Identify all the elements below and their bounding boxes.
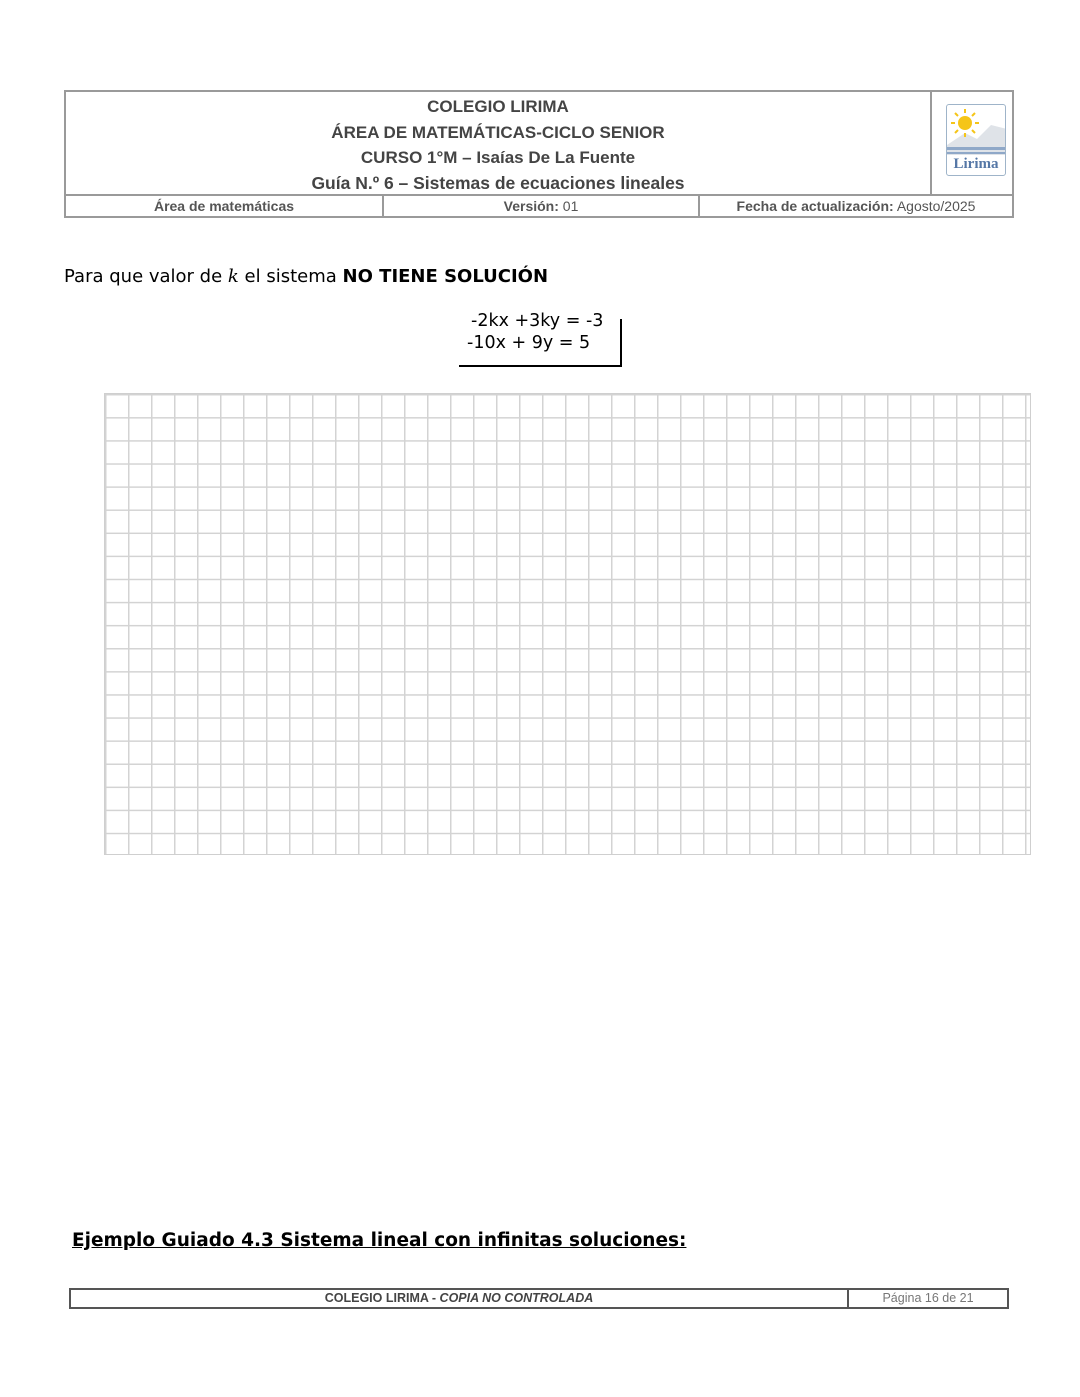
area-cycle: ÁREA DE MATEMÁTICAS-CICLO SENIOR bbox=[331, 122, 665, 142]
question-text bbox=[64, 266, 548, 287]
answer-grid bbox=[104, 393, 1031, 855]
question-middle: el sistema bbox=[238, 266, 343, 287]
equation-1: -2kx +3ky = -3 bbox=[471, 311, 604, 331]
system-bracket-bottom bbox=[459, 365, 622, 367]
page-number: Página 16 de 21 bbox=[882, 1291, 974, 1305]
equation-2: -10x + 9y = 5 bbox=[467, 333, 591, 353]
school-logo bbox=[946, 104, 1006, 176]
question-emphasis: NO TIENE SOLUCIÓN bbox=[342, 266, 549, 287]
course-line: CURSO 1°M – Isaías De La Fuente bbox=[360, 148, 636, 167]
version-label: Versión: bbox=[503, 198, 559, 214]
question-variable: k bbox=[227, 266, 239, 287]
version-value: 01 bbox=[562, 198, 579, 214]
document-footer bbox=[69, 1288, 1009, 1309]
system-bracket-right bbox=[620, 319, 622, 366]
document-header bbox=[64, 90, 1014, 218]
header-meta-row bbox=[66, 194, 1012, 216]
update-value: Agosto/2025 bbox=[896, 198, 976, 214]
guide-title: Guía N.º 6 – Sistemas de ecuaciones lineales bbox=[311, 172, 685, 193]
logo-text: Lirima bbox=[953, 156, 999, 172]
footer-left bbox=[71, 1290, 849, 1307]
version-cell bbox=[384, 196, 700, 216]
area-cell bbox=[66, 196, 384, 216]
update-cell bbox=[700, 196, 1012, 216]
header-title-block bbox=[66, 92, 932, 194]
footer-school: COLEGIO LIRIMA - bbox=[324, 1291, 440, 1305]
area-label: Área de matemáticas bbox=[153, 198, 295, 214]
school-name: COLEGIO LIRIMA bbox=[427, 97, 569, 116]
question-prefix: Para que valor de bbox=[64, 266, 228, 287]
equation-system bbox=[459, 309, 623, 367]
footer-copy-note: COPIA NO CONTROLADA bbox=[439, 1291, 594, 1305]
update-label: Fecha de actualización: bbox=[736, 198, 894, 214]
example-title: Ejemplo Guiado 4.3 Sistema lineal con infinitas soluciones: bbox=[72, 1230, 687, 1251]
